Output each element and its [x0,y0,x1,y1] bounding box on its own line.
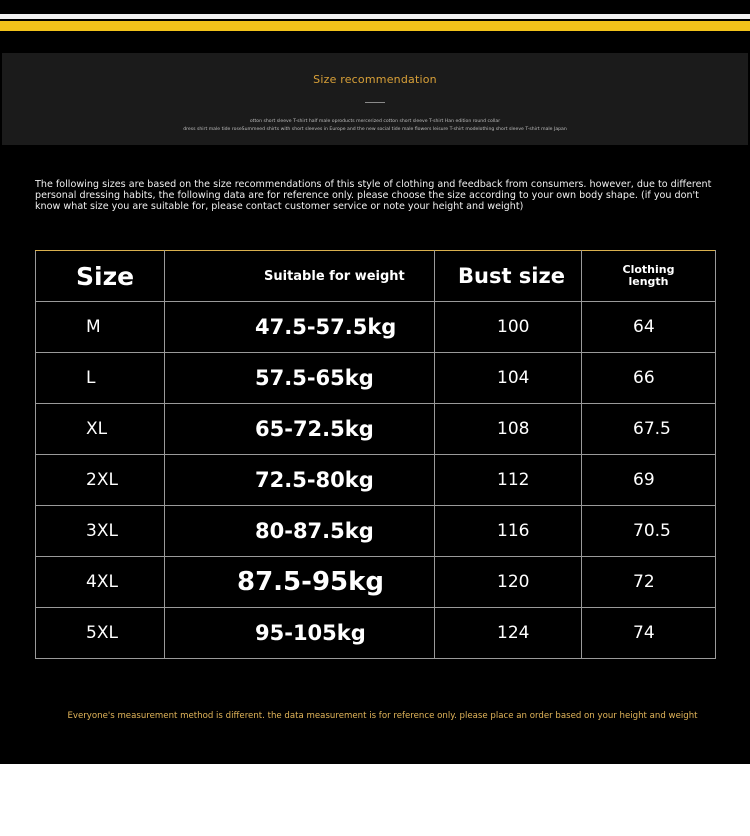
cell-length: 70.5 [582,506,716,557]
intro-text: The following sizes are based on the size recommendations of this style of clothing and feedback from consumers. however, due to different personal dressing habits, the following data are for reference only. please choose the size according to your own body shape. (if you don't know what size you are suitable for, please contact customer service or note your height and weight) [35,179,712,212]
header-length-line2: length [628,275,669,288]
cell-weight: 57.5-65kg [165,353,435,404]
cell-length: 66 [582,353,716,404]
cell-weight: 72.5-80kg [165,455,435,506]
header-bust: Bust size [435,251,582,302]
size-table [35,250,716,659]
cell-size: XL [36,404,165,455]
table-row [36,557,716,608]
page-title: Size recommendation [313,73,437,86]
table-row [36,506,716,557]
cell-size: 4XL [36,557,165,608]
header-panel [2,53,748,145]
cell-weight: 47.5-57.5kg [165,302,435,353]
footer-note: Everyone's measurement method is different. the data measurement is for reference only. please place an order based on your height and weight [67,711,698,721]
cell-weight: 65-72.5kg [165,404,435,455]
header-length [582,251,716,302]
cell-length: 72 [582,557,716,608]
table-header-row [36,251,716,302]
cell-bust: 116 [435,506,582,557]
cell-weight: 80-87.5kg [165,506,435,557]
table-row [36,608,716,659]
header-size: Size [36,251,165,302]
cell-size: 5XL [36,608,165,659]
cell-weight: 87.5-95kg [165,557,435,608]
header-length-line1: Clothing [622,263,675,276]
cell-length: 64 [582,302,716,353]
cell-length: 74 [582,608,716,659]
table-row [36,455,716,506]
cell-bust: 100 [435,302,582,353]
cell-size: 3XL [36,506,165,557]
table-row [36,404,716,455]
header-subtitle-line1: otton short sleeve T-shirt half male oproducts mercerized cotton short sleeve T-shirt Han edition round collar [249,119,501,124]
cell-size: L [36,353,165,404]
top-stripe-yellow [0,21,750,31]
cell-bust: 104 [435,353,582,404]
cell-bust: 112 [435,455,582,506]
header-weight: Suitable for weight [165,251,435,302]
cell-length: 67.5 [582,404,716,455]
cell-weight: 95-105kg [165,608,435,659]
header-subtitle-line2: dress shirt male tide roseSummeed shirts with short sleeves in Europe and the new social tide male flowers leisure T-shirt modelothing short sleeve T-shirt male Japan [183,127,567,132]
table-row [36,302,716,353]
cell-length: 69 [582,455,716,506]
cell-bust: 120 [435,557,582,608]
top-stripe-white [0,14,750,19]
cell-size: M [36,302,165,353]
cell-size: 2XL [36,455,165,506]
table-row [36,353,716,404]
cell-bust: 124 [435,608,582,659]
title-divider [365,102,385,103]
cell-bust: 108 [435,404,582,455]
